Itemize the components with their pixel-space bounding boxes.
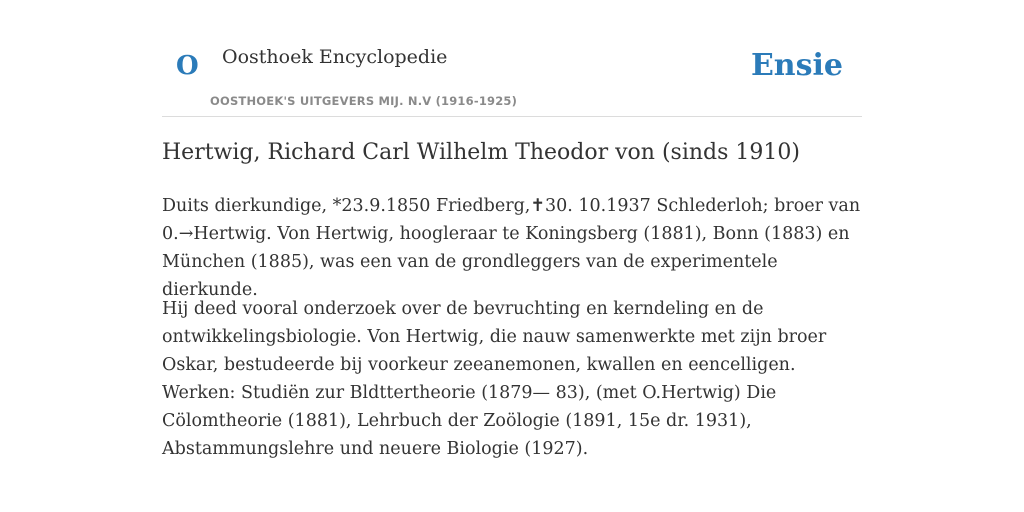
entry-paragraph: Hij deed vooral onderzoek over de bevruchting en kerndeling en de ontwikkelingsbiologie. Von Hertwig, die nauw samenwerkte met zijn broer Oskar, bestudeerde bij voorkeur zeeanemonen, kwallen en eencelligen. Werken: Studiën zur Bldttertheorie (1879— 83), (met O.Hertwig) Die Cölomtheorie (1881), Lehrbuch der Zoölogie (1891, 15e dr. 1931), Abstammungslehre und neuere Biologie (1927). xyxy=(162,299,827,459)
publication-header xyxy=(162,0,862,117)
entry-title: Hertwig, Richard Carl Wilhelm Theodor von (sinds 1910) xyxy=(162,140,800,165)
publisher-label: OOSTHOEK'S UITGEVERS MIJ. N.V (1916-1925) xyxy=(210,94,518,108)
page-container xyxy=(162,0,862,459)
publication-title-link[interactable]: Oosthoek Encyclopedie xyxy=(222,46,448,68)
entry-paragraph: Duits dierkundige, *23.9.1850 Friedberg,✝30. 10.1937 Schlederloh; broer van 0.→Hertwig. Von Hertwig, hoogleraar te Koningsberg (1881), Bonn (1883) en München (1885), was een van de grondleggers van de experimentele dierkunde. xyxy=(162,196,861,300)
publication-logo[interactable]: O xyxy=(176,51,199,81)
brand-logo-link[interactable]: Ensie xyxy=(750,48,843,83)
